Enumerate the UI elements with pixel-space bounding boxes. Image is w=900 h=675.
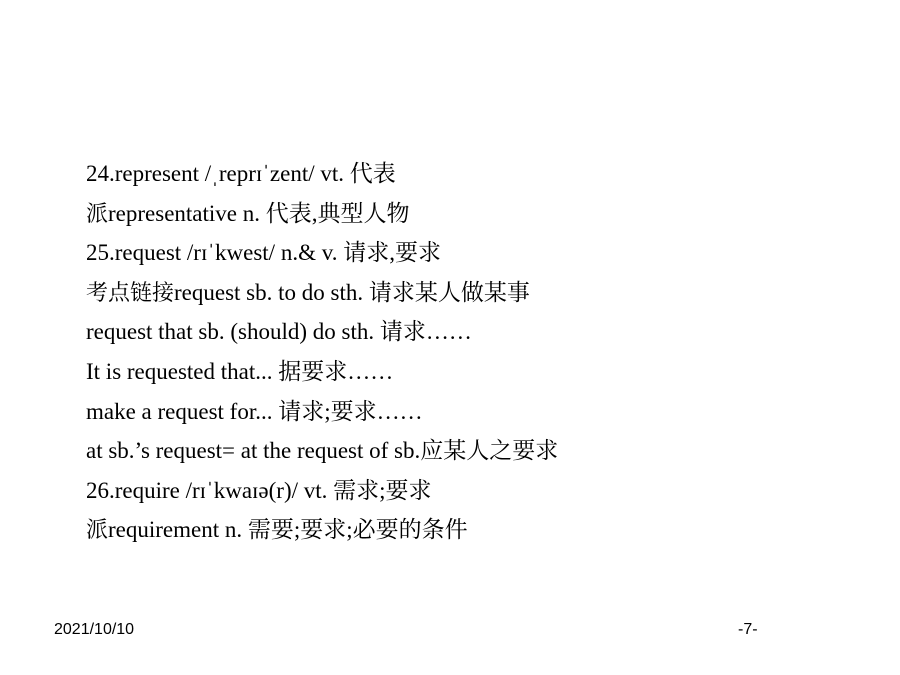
vocabulary-list (86, 154, 866, 550)
line-text: request sb. to do sth. 请求某人做某事 (174, 279, 530, 305)
vocab-line-it-is-requested (86, 352, 866, 392)
vocab-line-require (86, 471, 866, 511)
vocab-line-represent (86, 154, 866, 194)
vocab-line-make-a-request (86, 392, 866, 432)
line-text: requirement n. 需要;要求;必要的条件 (108, 517, 468, 543)
line-text: make a request for... 请求;要求…… (86, 398, 423, 424)
line-text: representative n. 代表,典型人物 (108, 200, 410, 226)
line-text: 25.request /rɪˈkwest/ n.& v. 请求,要求 (86, 240, 441, 266)
page-number: -7- (738, 621, 758, 638)
vocab-line-at-request (86, 431, 866, 471)
vocab-line-request (86, 233, 866, 273)
line-text: 26.require /rɪˈkwaɪə(r)/ vt. 需求;要求 (86, 477, 432, 503)
derivative-tag: 派 (86, 518, 109, 544)
derivative-tag: 派 (86, 201, 109, 227)
vocab-line-requirement (86, 510, 866, 550)
vocab-line-request-link (86, 273, 866, 313)
line-text: 24.represent /ˌreprɪˈzent/ vt. 代表 (86, 161, 396, 186)
vocab-line-representative (86, 194, 866, 234)
line-text: It is requested that... 据要求…… (86, 358, 394, 384)
footer-date: 2021/10/10 (54, 621, 135, 638)
line-text: request that sb. (should) do sth. 请求…… (86, 319, 472, 345)
vocab-line-request-that (86, 312, 866, 352)
line-text: at sb.’s request= at the request of sb.应某人之要求 (86, 438, 559, 464)
key-point-tag: 考点链接 (86, 280, 175, 306)
